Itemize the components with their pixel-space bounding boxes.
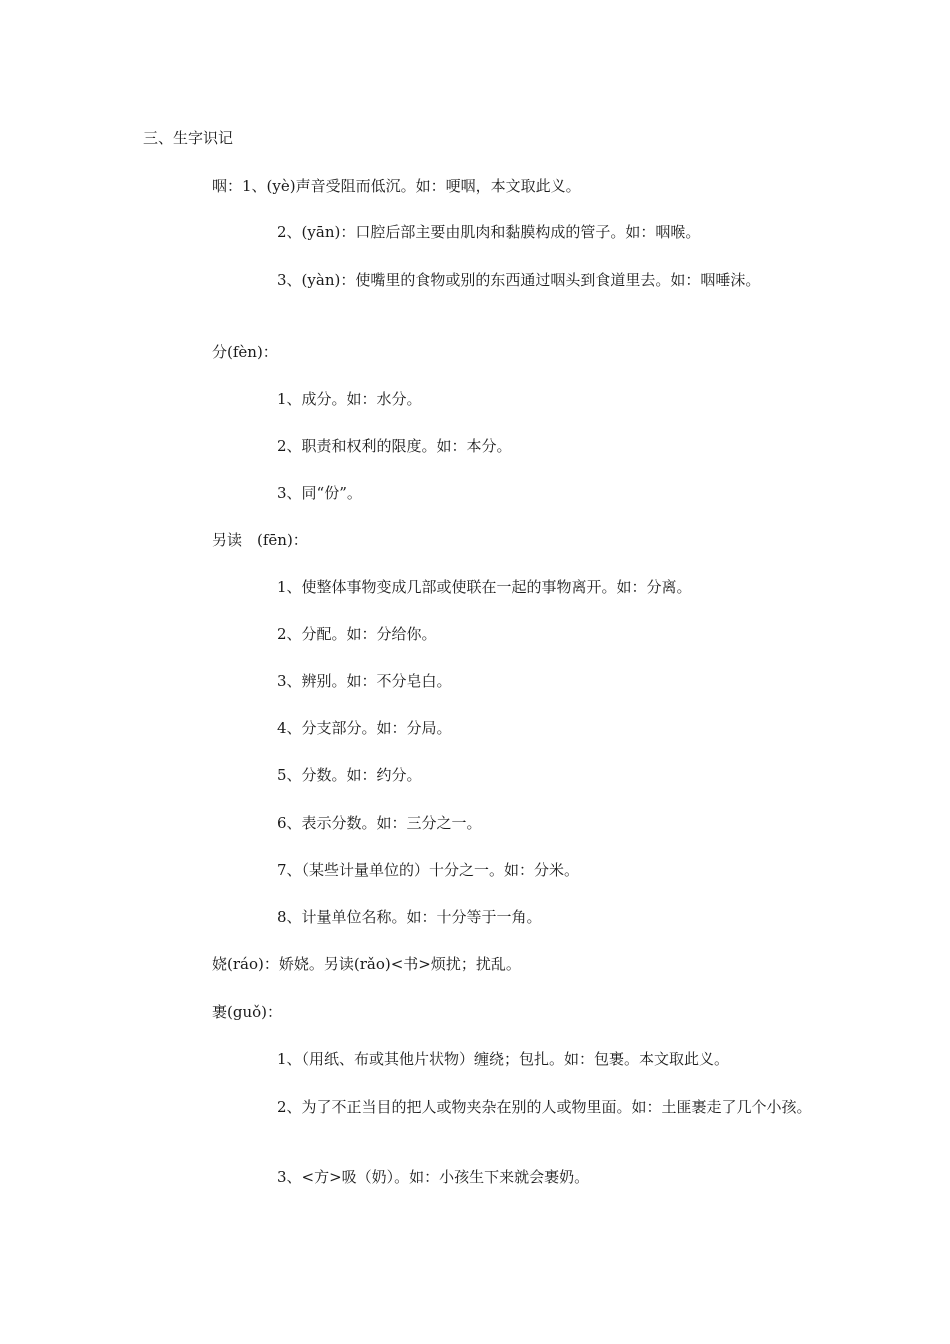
entry-fen-alt-heading: 另读 (fēn)： [212, 531, 308, 549]
entry-guo-item-wrapped: 2、为了不正当目的把人或物夹杂在别的人或物里面。如：土匪裹走了几个小孩。 [277, 1098, 812, 1116]
entry-fen-item: 3、同“份”。 [277, 484, 362, 502]
entry-rao-line: 娆(ráo)：娇娆。另读(rǎo)<书>烦扰；扰乱。 [212, 955, 521, 973]
entry-guo-item: 3、<方>吸（奶）。如：小孩生下来就会裹奶。 [277, 1168, 590, 1186]
entry-fen-alt-item: 8、计量单位名称。如：十分等于一角。 [277, 908, 542, 926]
entry-fen-alt-item: 2、分配。如：分给你。 [277, 625, 437, 643]
entry-yan-line-3: 3、(yàn)：使嘴里的食物或别的东西通过咽头到食道里去。如：咽唾沫。 [277, 271, 761, 289]
entry-fen-alt-item: 5、分数。如：约分。 [277, 766, 422, 784]
entry-fen-heading: 分(fèn)： [212, 343, 278, 361]
entry-fen-alt-item: 4、分支部分。如：分局。 [277, 719, 452, 737]
entry-fen-alt-item: 1、使整体事物变成几部或使联在一起的事物离开。如：分离。 [277, 578, 692, 596]
entry-yan-line-2: 2、(yān)：口腔后部主要由肌肉和黏膜构成的管子。如：咽喉。 [277, 223, 701, 241]
entry-fen-alt-item: 3、辨别。如：不分皂白。 [277, 672, 452, 690]
entry-fen-item: 2、职责和权利的限度。如：本分。 [277, 437, 512, 455]
entry-yan-line-1: 咽：1、(yè)声音受阻而低沉。如：哽咽，本文取此义。 [212, 177, 581, 195]
entry-fen-item: 1、成分。如：水分。 [277, 390, 422, 408]
entry-fen-alt-item: 7、（某些计量单位的）十分之一。如：分米。 [277, 861, 580, 879]
section-title: 三、生字识记 [143, 129, 234, 147]
entry-fen-alt-item: 6、表示分数。如：三分之一。 [277, 814, 482, 832]
entry-guo-heading: 裹(guǒ)： [212, 1003, 282, 1021]
entry-guo-item: 1、（用纸、布或其他片状物）缠绕；包扎。如：包裹。本文取此义。 [277, 1050, 730, 1068]
